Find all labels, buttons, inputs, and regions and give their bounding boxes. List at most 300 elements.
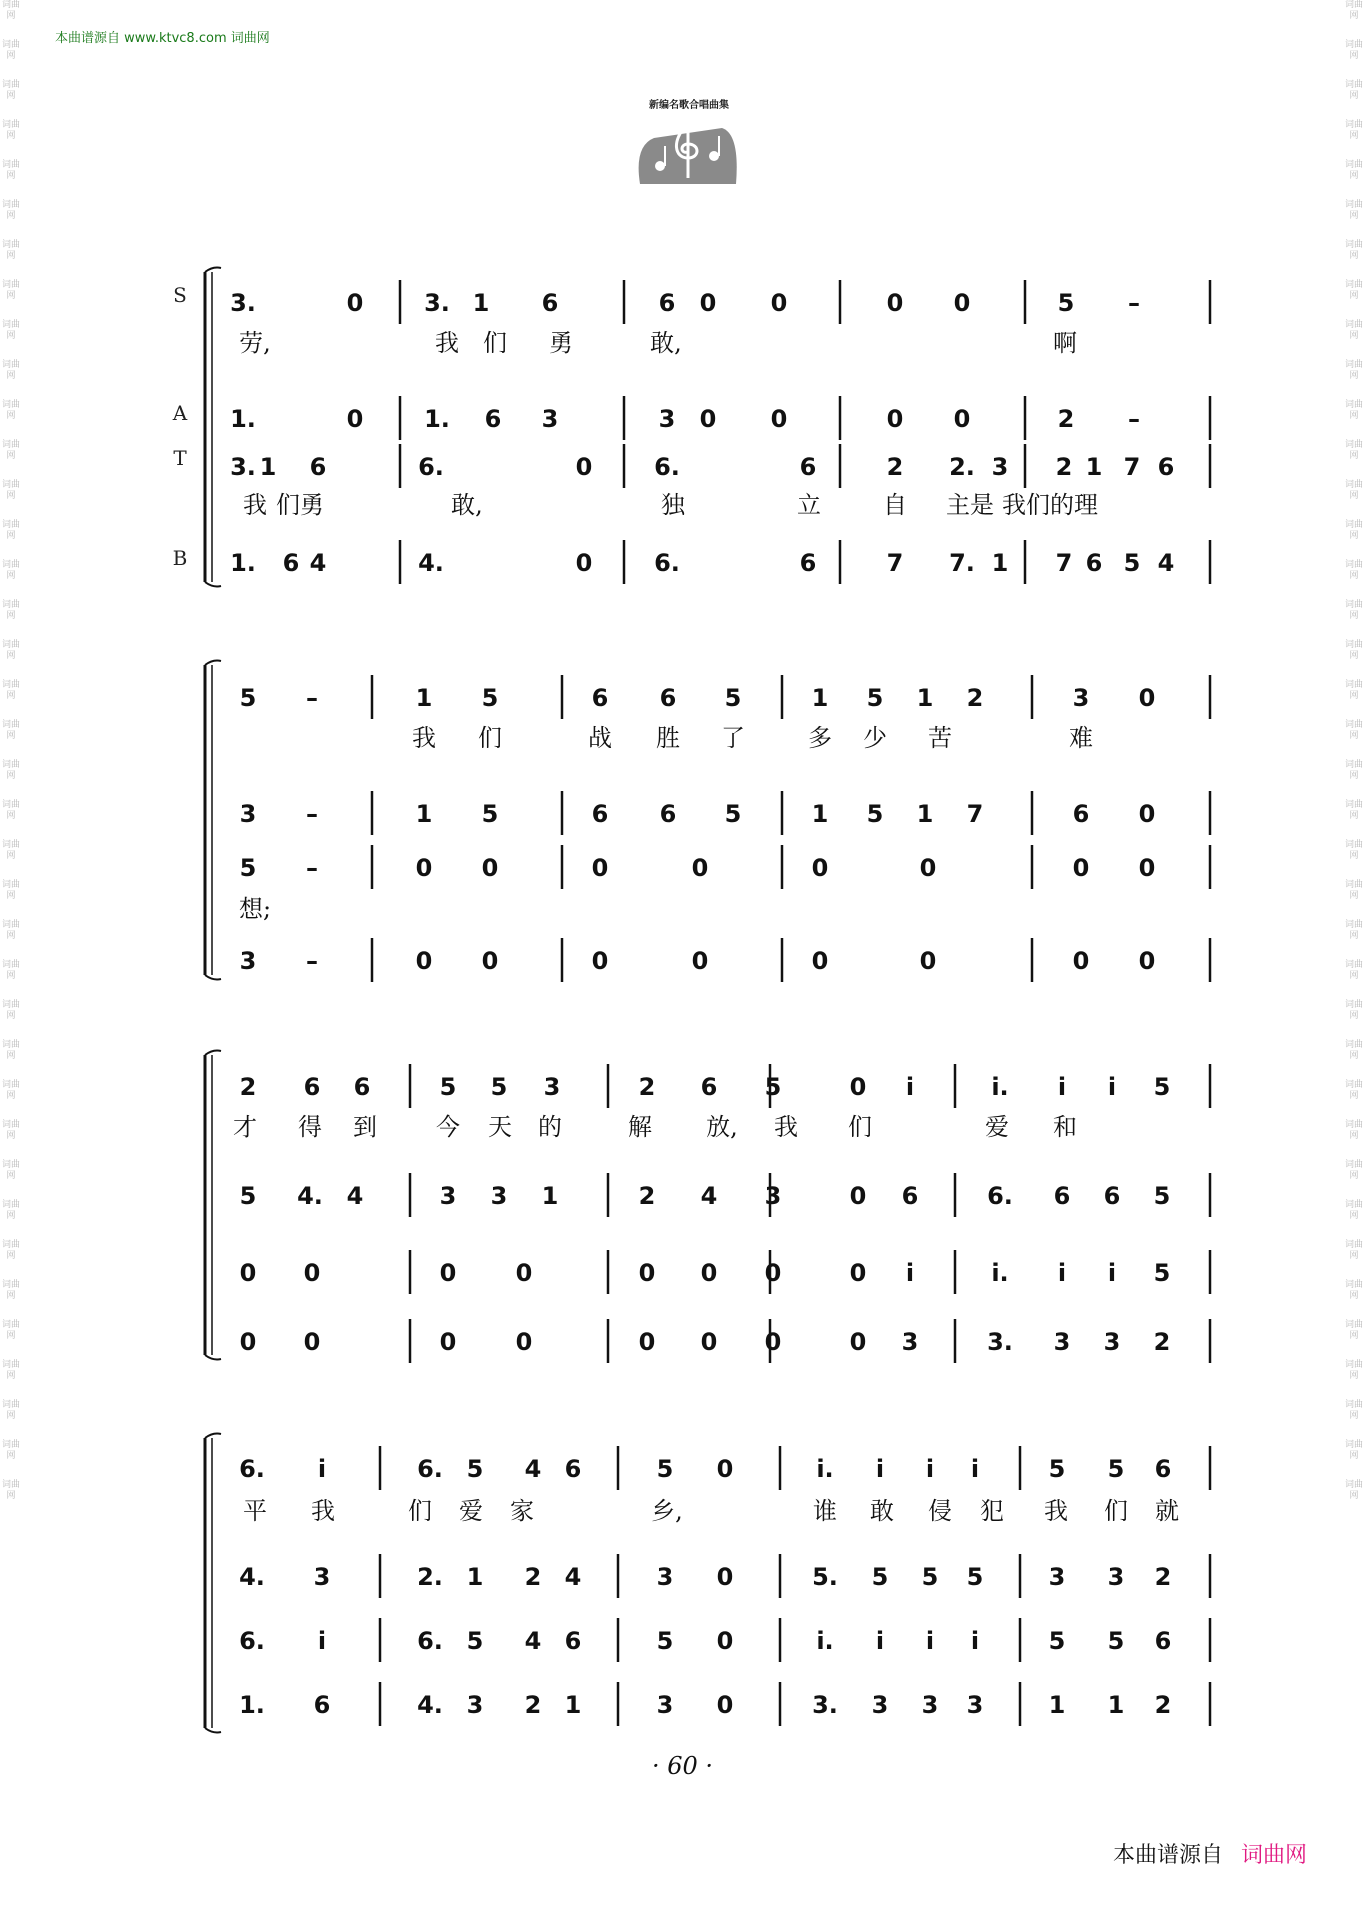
watermark-text: 词曲网: [1, 1320, 20, 1341]
lyric-syllable: 我: [774, 1113, 798, 1141]
jianpu-note: 6.: [417, 1455, 443, 1483]
watermark-text: 词曲网: [1, 360, 20, 381]
watermark-text: 词曲网: [1, 1200, 20, 1221]
jianpu-note: 3: [1107, 1563, 1125, 1591]
watermark-text: 词曲网: [1, 280, 20, 301]
jianpu-note: 0: [811, 947, 829, 975]
jianpu-note: 0: [770, 289, 788, 317]
jianpu-note: 7: [966, 800, 984, 828]
jianpu-note: –: [1128, 289, 1140, 317]
jianpu-note: 0: [439, 1328, 457, 1356]
lyric-syllable: 劳,: [239, 329, 271, 357]
jianpu-note: 5: [656, 1627, 674, 1655]
jianpu-note: 2: [1153, 1328, 1171, 1356]
jianpu-note: –: [306, 684, 318, 712]
jianpu-note: 0: [953, 405, 971, 433]
jianpu-note: 3: [921, 1691, 939, 1719]
watermark-text: 词曲网: [1344, 640, 1363, 661]
brace-hook: [205, 1051, 221, 1056]
watermark-text: 词曲网: [1344, 1120, 1363, 1141]
jianpu-note: 6: [1157, 453, 1175, 481]
jianpu-note: 0: [239, 1259, 257, 1287]
jianpu-note: 4: [346, 1182, 364, 1210]
watermark-text: 词曲网: [1, 1480, 20, 1501]
jianpu-note: 5: [1057, 289, 1075, 317]
jianpu-note: 0: [700, 1259, 718, 1287]
brace-hook: [205, 1434, 221, 1439]
lyric-syllable: 才: [233, 1113, 257, 1141]
watermark-text: 词曲网: [1344, 720, 1363, 741]
watermark-text: 词曲网: [1344, 680, 1363, 701]
lyric-syllable: 自: [883, 491, 907, 519]
jianpu-note: 2: [966, 684, 984, 712]
jianpu-note: 3: [466, 1691, 484, 1719]
watermark-text: 词曲网: [1, 1160, 20, 1181]
jianpu-note: 6.: [239, 1455, 265, 1483]
jianpu-note: 0: [481, 947, 499, 975]
watermark-text: 词曲网: [1, 1000, 20, 1021]
jianpu-note: 0: [481, 854, 499, 882]
jianpu-note: 5: [439, 1073, 457, 1101]
lyric-syllable: 爱: [459, 1497, 483, 1525]
jianpu-note: 0: [699, 405, 717, 433]
jianpu-note: 2: [524, 1563, 542, 1591]
jianpu-note: 2: [239, 1073, 257, 1101]
part-label: S: [173, 283, 187, 307]
jianpu-note: 6: [591, 800, 609, 828]
jianpu-note: 3: [656, 1691, 674, 1719]
jianpu-note: 1: [1107, 1691, 1125, 1719]
jianpu-note: 5: [239, 684, 257, 712]
watermark-text: 词曲网: [1344, 840, 1363, 861]
jianpu-note: 6: [591, 684, 609, 712]
jianpu-note: 4.: [418, 549, 444, 577]
jianpu-note: 6: [1103, 1182, 1121, 1210]
lyric-syllable: 多: [808, 724, 832, 752]
jianpu-note: 7: [886, 549, 904, 577]
watermark-text: 词曲网: [1344, 1280, 1363, 1301]
jianpu-note: 5: [724, 800, 742, 828]
jianpu-note: 3: [1048, 1563, 1066, 1591]
jianpu-note: 4.: [417, 1691, 443, 1719]
jianpu-note: 0: [716, 1563, 734, 1591]
jianpu-note: 0: [919, 947, 937, 975]
jianpu-note: 0: [886, 405, 904, 433]
jianpu-note: 0: [770, 405, 788, 433]
jianpu-note: 6: [303, 1073, 321, 1101]
jianpu-note: i: [1057, 1073, 1067, 1101]
jianpu-note: 5.: [812, 1563, 838, 1591]
watermark-text: 词曲网: [1344, 280, 1363, 301]
jianpu-note: i: [317, 1627, 327, 1655]
jianpu-note: 2: [524, 1691, 542, 1719]
jianpu-note: i: [970, 1627, 980, 1655]
watermark-text: 词曲网: [1, 240, 20, 261]
jianpu-note: 0: [239, 1328, 257, 1356]
jianpu-note: 0: [591, 854, 609, 882]
jianpu-note: 5: [481, 800, 499, 828]
jianpu-note: 6: [1154, 1455, 1172, 1483]
jianpu-note: 0: [849, 1182, 867, 1210]
jianpu-note: 3: [1053, 1328, 1071, 1356]
jianpu-note: 0: [691, 947, 709, 975]
watermark-text: 词曲网: [1, 120, 20, 141]
lyric-syllable: 我: [243, 491, 267, 519]
jianpu-note: 1: [541, 1182, 559, 1210]
watermark-text: 词曲网: [1344, 320, 1363, 341]
jianpu-note: 6.: [417, 1627, 443, 1655]
jianpu-note: 7: [1055, 549, 1073, 577]
header-source-text: 本曲谱源自 www.ktvc8.com 词曲网: [55, 31, 270, 46]
jianpu-note: i: [875, 1455, 885, 1483]
jianpu-note: –: [306, 947, 318, 975]
jianpu-note: 0: [303, 1259, 321, 1287]
jianpu-note: 1: [811, 684, 829, 712]
jianpu-note: 6: [564, 1627, 582, 1655]
lyric-syllable: 乡,: [651, 1497, 683, 1525]
jianpu-note: 0: [1072, 854, 1090, 882]
lyric-syllable: 敢,: [451, 491, 483, 519]
lyric-syllable: 到: [353, 1113, 377, 1141]
watermark-text: 词曲网: [1, 1280, 20, 1301]
jianpu-note: 6: [353, 1073, 371, 1101]
jianpu-note: i: [1107, 1073, 1117, 1101]
jianpu-note: 5: [921, 1563, 939, 1591]
jianpu-note: 6: [1154, 1627, 1172, 1655]
jianpu-note: i.: [991, 1259, 1009, 1287]
jianpu-note: 2: [1154, 1563, 1172, 1591]
watermark-text: 词曲网: [1344, 80, 1363, 101]
jianpu-note: 0: [575, 453, 593, 481]
jianpu-note: 5: [724, 684, 742, 712]
jianpu-note: 0: [1138, 854, 1156, 882]
jianpu-note: 6.: [239, 1627, 265, 1655]
lyric-syllable: 们勇: [276, 491, 324, 519]
jianpu-note: 1.: [424, 405, 450, 433]
jianpu-note: 0: [700, 1328, 718, 1356]
watermark-text: 词曲网: [1344, 600, 1363, 621]
jianpu-note: 5: [1107, 1455, 1125, 1483]
watermark-text: 词曲网: [1, 1360, 20, 1381]
jianpu-note: 3: [901, 1328, 919, 1356]
jianpu-note: 3: [541, 405, 559, 433]
jianpu-note: 4: [524, 1627, 542, 1655]
jianpu-note: 5: [656, 1455, 674, 1483]
jianpu-note: 5: [1048, 1455, 1066, 1483]
jianpu-note: i: [905, 1073, 915, 1101]
jianpu-note: 0: [591, 947, 609, 975]
jianpu-note: 7: [1123, 453, 1141, 481]
jianpu-note: 3: [543, 1073, 561, 1101]
watermark-text: 词曲网: [1344, 40, 1363, 61]
watermark-text: 词曲网: [1344, 0, 1363, 21]
watermark-text: 词曲网: [1, 40, 20, 61]
jianpu-note: 0: [415, 947, 433, 975]
jianpu-note: 6: [1053, 1182, 1071, 1210]
jianpu-note: 3: [1072, 684, 1090, 712]
lyric-syllable: 敢: [870, 1497, 894, 1525]
watermark-text: 词曲网: [1344, 1240, 1363, 1261]
jianpu-note: 4.: [297, 1182, 323, 1210]
jianpu-note: 3: [871, 1691, 889, 1719]
jianpu-note: 0: [346, 405, 364, 433]
jianpu-note: 5: [481, 684, 499, 712]
jianpu-note: 0: [849, 1259, 867, 1287]
jianpu-note: i.: [816, 1455, 834, 1483]
jianpu-note: 1.: [230, 405, 256, 433]
lyric-syllable: 谁: [813, 1497, 837, 1525]
watermark-text: 词曲网: [1344, 1200, 1363, 1221]
watermark-text: 词曲网: [1, 1120, 20, 1141]
part-label: T: [173, 446, 187, 470]
lyric-syllable: 就: [1155, 1497, 1179, 1525]
watermark-text: 词曲网: [1344, 1000, 1363, 1021]
watermark-text: 词曲网: [1344, 480, 1363, 501]
jianpu-note: 3.: [230, 453, 256, 481]
jianpu-note: 1.: [239, 1691, 265, 1719]
part-label: A: [172, 401, 188, 425]
jianpu-note: 4: [524, 1455, 542, 1483]
page-number: · 60 ·: [651, 1752, 714, 1780]
jianpu-note: 0: [303, 1328, 321, 1356]
jianpu-note: 3: [490, 1182, 508, 1210]
jianpu-note: 0: [1138, 947, 1156, 975]
footer-site-name: 词曲网: [1240, 1843, 1307, 1868]
logo-title: 新编名歌合唱曲集: [649, 100, 729, 111]
jianpu-note: 0: [439, 1259, 457, 1287]
jianpu-note: 1: [564, 1691, 582, 1719]
lyric-syllable: 立: [797, 491, 821, 519]
jianpu-note: 0: [716, 1455, 734, 1483]
lyric-syllable: 得: [298, 1113, 322, 1141]
lyric-syllable: 战: [588, 724, 612, 752]
jianpu-note: i: [970, 1455, 980, 1483]
watermark-text: 词曲网: [1344, 1400, 1363, 1421]
lyric-syllable: 勇: [549, 329, 573, 357]
jianpu-note: i.: [991, 1073, 1009, 1101]
watermark-text: 词曲网: [1344, 920, 1363, 941]
lyric-syllable: 主是: [946, 491, 994, 519]
watermark-text: 词曲网: [1, 440, 20, 461]
jianpu-note: –: [1128, 405, 1140, 433]
jianpu-note: 3: [1103, 1328, 1121, 1356]
lyric-syllable: 们: [408, 1497, 432, 1525]
jianpu-note: 3: [966, 1691, 984, 1719]
jianpu-note: 5: [866, 684, 884, 712]
jianpu-note: 0: [849, 1328, 867, 1356]
watermark-text: 词曲网: [1, 80, 20, 101]
watermark-text: 词曲网: [1, 960, 20, 981]
watermark-text: 词曲网: [1344, 360, 1363, 381]
lyric-syllable: 爱: [985, 1113, 1009, 1141]
watermark-text: 词曲网: [1, 400, 20, 421]
jianpu-note: 5: [1153, 1182, 1171, 1210]
watermark-text: 词曲网: [1344, 1360, 1363, 1381]
lyric-syllable: 放,: [706, 1113, 738, 1141]
jianpu-note: 6: [659, 800, 677, 828]
watermark-text: 词曲网: [1344, 560, 1363, 581]
jianpu-note: 6: [309, 453, 327, 481]
jianpu-note: 0: [849, 1073, 867, 1101]
jianpu-note: 2: [1057, 405, 1075, 433]
jianpu-note: 2: [638, 1182, 656, 1210]
jianpu-note: 0: [919, 854, 937, 882]
jianpu-note: 5: [871, 1563, 889, 1591]
lyric-syllable: 犯: [980, 1497, 1004, 1525]
watermark-text: 词曲网: [1, 1400, 20, 1421]
jianpu-note: 5: [490, 1073, 508, 1101]
jianpu-note: 6.: [654, 549, 680, 577]
watermark-text: 词曲网: [1, 560, 20, 581]
lyric-syllable: 想;: [238, 895, 272, 923]
lyric-syllable: 天: [488, 1113, 512, 1141]
jianpu-note: 5: [239, 1182, 257, 1210]
jianpu-note: 1: [466, 1563, 484, 1591]
jianpu-note: 2: [1055, 453, 1073, 481]
jianpu-note: 3.: [812, 1691, 838, 1719]
jianpu-note: 0: [1138, 684, 1156, 712]
lyric-syllable: 难: [1069, 724, 1093, 752]
jianpu-note: 5: [1107, 1627, 1125, 1655]
jianpu-note: 3.: [424, 289, 450, 317]
brace-hook: [205, 1728, 221, 1733]
jianpu-note: –: [306, 854, 318, 882]
watermark-text: 词曲网: [1, 1040, 20, 1061]
jianpu-note: 0: [515, 1259, 533, 1287]
jianpu-note: i: [905, 1259, 915, 1287]
jianpu-note: 0: [764, 1328, 782, 1356]
jianpu-note: 4: [1157, 549, 1175, 577]
jianpu-note: 3: [991, 453, 1009, 481]
jianpu-note: 1.: [230, 549, 256, 577]
lyric-syllable: 我: [1044, 1497, 1068, 1525]
jianpu-note: 6: [901, 1182, 919, 1210]
watermark-text: 词曲网: [1, 1240, 20, 1261]
jianpu-note: 0: [953, 289, 971, 317]
jianpu-note: 5: [1123, 549, 1141, 577]
jianpu-note: 6: [541, 289, 559, 317]
brace-hook: [205, 1355, 221, 1360]
jianpu-note: 0: [699, 289, 717, 317]
watermark-text: 词曲网: [1, 920, 20, 941]
watermark-text: 词曲网: [1344, 1320, 1363, 1341]
lyric-syllable: 苦: [928, 724, 952, 752]
watermark-text: 词曲网: [1, 1440, 20, 1461]
jianpu-note: 2: [1154, 1691, 1172, 1719]
watermark-text: 词曲网: [1344, 880, 1363, 901]
jianpu-note: 0: [415, 854, 433, 882]
jianpu-note: 5: [1048, 1627, 1066, 1655]
jianpu-note: 3: [439, 1182, 457, 1210]
jianpu-note: 1: [1048, 1691, 1066, 1719]
jianpu-note: 6: [313, 1691, 331, 1719]
watermark-text: 词曲网: [1, 640, 20, 661]
jianpu-note: 5: [866, 800, 884, 828]
lyric-syllable: 们: [1104, 1497, 1128, 1525]
lyric-syllable: 少: [863, 724, 887, 752]
watermark-text: 词曲网: [1344, 1440, 1363, 1461]
lyric-syllable: 了: [721, 724, 745, 752]
lyric-syllable: 解: [628, 1113, 652, 1141]
jianpu-note: 5: [966, 1563, 984, 1591]
jianpu-note: 1: [415, 684, 433, 712]
jianpu-note: 1: [991, 549, 1009, 577]
jianpu-note: 1: [472, 289, 490, 317]
jianpu-note: 6.: [418, 453, 444, 481]
jianpu-note: 3.: [987, 1328, 1013, 1356]
brace-hook: [205, 268, 221, 273]
brace-hook: [205, 661, 221, 666]
lyric-syllable: 和: [1053, 1113, 1077, 1141]
jianpu-note: i: [1107, 1259, 1117, 1287]
lyric-syllable: 胜: [656, 724, 680, 752]
jianpu-note: i: [875, 1627, 885, 1655]
jianpu-note: 4: [564, 1563, 582, 1591]
jianpu-note: 5: [764, 1073, 782, 1101]
jianpu-note: 0: [764, 1259, 782, 1287]
jianpu-note: 6: [1072, 800, 1090, 828]
jianpu-note: 5: [1153, 1073, 1171, 1101]
lyric-syllable: 我: [311, 1497, 335, 1525]
jianpu-note: 6: [282, 549, 300, 577]
watermark-text: 词曲网: [1, 680, 20, 701]
jianpu-note: 6: [659, 684, 677, 712]
watermark-text: 词曲网: [1344, 400, 1363, 421]
jianpu-note: i: [1057, 1259, 1067, 1287]
lyric-syllable: 家: [510, 1497, 534, 1525]
watermark-text: 词曲网: [1344, 160, 1363, 181]
jianpu-note: 2: [886, 453, 904, 481]
jianpu-note: 3.: [230, 289, 256, 317]
watermark-text: 词曲网: [1, 600, 20, 621]
watermark-text: 词曲网: [1, 160, 20, 181]
lyric-syllable: 敢,: [650, 329, 682, 357]
jianpu-note: i: [317, 1455, 327, 1483]
jianpu-note: 3: [658, 405, 676, 433]
lyric-syllable: 独: [661, 491, 685, 519]
jianpu-note: 5: [466, 1627, 484, 1655]
watermark-text: 词曲网: [1344, 1080, 1363, 1101]
jianpu-note: 0: [1072, 947, 1090, 975]
jianpu-note: 1: [1085, 453, 1103, 481]
lyric-syllable: 的: [538, 1113, 562, 1141]
lyric-syllable: 们: [478, 724, 502, 752]
watermark-text: 词曲网: [1344, 1160, 1363, 1181]
lyric-syllable: 我: [435, 329, 459, 357]
brace-hook: [205, 975, 221, 980]
watermark-text: 词曲网: [1344, 200, 1363, 221]
jianpu-note: 1: [916, 684, 934, 712]
jianpu-note: 3: [313, 1563, 331, 1591]
jianpu-note: 0: [638, 1259, 656, 1287]
watermark-text: 词曲网: [1, 800, 20, 821]
jianpu-note: 1: [916, 800, 934, 828]
brace-hook: [205, 582, 221, 587]
watermark-text: 词曲网: [1, 0, 20, 21]
jianpu-note: 5: [1153, 1259, 1171, 1287]
lyric-syllable: 平: [243, 1497, 267, 1525]
lyric-syllable: 我们的理: [1002, 491, 1098, 519]
footer-source-label: 本曲谱源自: [1112, 1843, 1223, 1868]
jianpu-note: 7.: [949, 549, 975, 577]
watermark-text: 词曲网: [1, 840, 20, 861]
jianpu-note: 6: [564, 1455, 582, 1483]
watermark-text: 词曲网: [1344, 760, 1363, 781]
jianpu-note: 0: [515, 1328, 533, 1356]
jianpu-note: 1: [259, 453, 277, 481]
jianpu-note: 3: [656, 1563, 674, 1591]
watermark-text: 词曲网: [1, 720, 20, 741]
